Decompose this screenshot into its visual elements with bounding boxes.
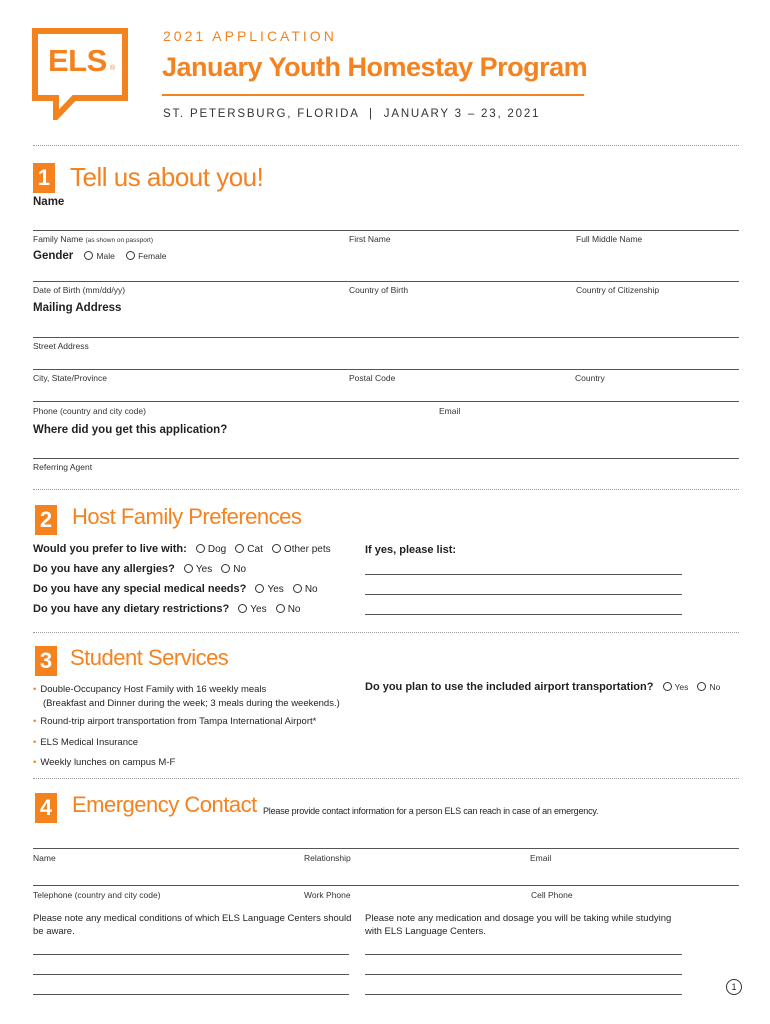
section-number-2: 2 — [35, 505, 57, 535]
medical-input-2[interactable] — [33, 958, 349, 974]
service-bullet-2 — [33, 716, 316, 727]
service-text-2: Round-trip airport transportation from Tampa International Airport* — [40, 716, 317, 727]
radio-icon — [196, 544, 205, 553]
logo-text: ELS — [48, 43, 107, 78]
dietary-question — [33, 603, 300, 615]
section-number-3: 3 — [35, 646, 57, 676]
medical-input-3[interactable] — [33, 978, 349, 994]
phone-input[interactable] — [33, 385, 739, 401]
name-input[interactable] — [33, 213, 739, 229]
section-number-1: 1 — [33, 163, 55, 193]
emergency-intro: Please provide contact information for a person ELS can reach in case of an emergency. — [263, 806, 599, 816]
medication-line-1 — [365, 954, 682, 955]
cat-label: Cat — [247, 544, 263, 555]
radio-icon — [255, 584, 264, 593]
emergency-name-line — [33, 848, 739, 849]
gender-female-radio[interactable] — [126, 251, 166, 261]
phone-line — [33, 401, 739, 402]
country-birth-label: Country of Birth — [349, 285, 409, 295]
medical-conditions-note: Please note any medical conditions of which ELS Language Centers should be aware. — [33, 913, 352, 937]
service-text-4: Weekly lunches on campus M-F — [40, 757, 176, 768]
full-middle-name-label: Full Middle Name — [576, 234, 643, 244]
allergies-no-radio[interactable] — [221, 564, 246, 575]
service-bullet-1 — [33, 684, 266, 695]
medication-line-2 — [365, 974, 682, 975]
medication-input-3[interactable] — [365, 978, 682, 994]
section-title-2: Host Family Preferences — [72, 504, 302, 529]
where-heading: Where did you get this application? — [33, 424, 228, 436]
work-phone-label: Work Phone — [304, 890, 351, 900]
page-number-text: 1 — [731, 982, 737, 992]
first-name-label: First Name — [349, 234, 391, 244]
gender-female-label: Female — [138, 251, 167, 261]
allergies-question — [33, 563, 246, 575]
radio-icon — [272, 544, 281, 553]
name-line — [33, 230, 739, 231]
family-name-text: Family Name — [33, 234, 84, 244]
section-title-1: Tell us about you! — [70, 162, 264, 192]
section-title-4: Emergency Contact — [72, 792, 257, 817]
divider — [33, 778, 739, 779]
dob-label: Date of Birth (mm/dd/yy) — [33, 285, 126, 295]
cat-radio[interactable] — [235, 544, 263, 555]
emergency-email-label: Email — [530, 853, 552, 863]
divider — [33, 145, 739, 146]
divider — [33, 489, 739, 490]
section-number-4: 4 — [35, 793, 57, 823]
bullet-icon: • — [33, 684, 37, 695]
other-pets-label: Other pets — [283, 544, 331, 555]
bullet-icon: • — [33, 737, 37, 748]
country-citizenship-label: Country of Citizenship — [576, 285, 660, 295]
referring-line — [33, 458, 739, 459]
page-number — [726, 979, 742, 995]
service-bullet-4 — [33, 757, 175, 768]
family-name-label — [33, 234, 153, 244]
emergency-name-input[interactable] — [33, 832, 739, 848]
title-underline — [162, 94, 584, 96]
dog-radio[interactable] — [196, 544, 226, 555]
medical-yes-radio[interactable] — [255, 584, 283, 595]
city-label: City, State/Province — [33, 373, 108, 383]
service-text-3: ELS Medical Insurance — [40, 737, 139, 748]
city-input[interactable] — [33, 353, 739, 369]
other-pets-radio[interactable] — [272, 544, 331, 555]
pets-list-input-3[interactable] — [365, 598, 682, 614]
radio-icon — [293, 584, 302, 593]
dietary-no-radio[interactable] — [276, 604, 301, 615]
dob-line — [33, 281, 739, 282]
radio-icon — [238, 604, 247, 613]
medication-input-1[interactable] — [365, 938, 682, 954]
referring-input[interactable] — [33, 441, 739, 457]
postal-label: Postal Code — [349, 373, 396, 383]
gender-male-label: Male — [96, 251, 115, 261]
country-label: Country — [575, 373, 605, 383]
cell-phone-label: Cell Phone — [531, 890, 573, 900]
logo-registered-mark: ® — [110, 65, 116, 72]
referring-label: Referring Agent — [33, 462, 93, 472]
telephone-label: Telephone (country and city code) — [33, 890, 161, 900]
yes-label: Yes — [250, 604, 267, 615]
medical-label: Do you have any special medical needs? — [33, 583, 247, 595]
email-label: Email — [439, 406, 461, 416]
live-with-label: Would you prefer to live with: — [33, 543, 187, 555]
no-label: No — [233, 564, 247, 575]
pets-list-input-1[interactable] — [365, 558, 682, 574]
medical-input-1[interactable] — [33, 938, 349, 954]
no-label: No — [304, 584, 318, 595]
divider — [33, 632, 739, 633]
medication-input-2[interactable] — [365, 958, 682, 974]
yes-label: Yes — [195, 564, 213, 575]
gender-male-radio[interactable] — [84, 251, 114, 261]
bullet-icon: • — [33, 716, 37, 727]
medical-line-1 — [33, 954, 349, 955]
radio-icon — [221, 564, 230, 573]
radio-icon — [84, 251, 93, 260]
medical-question — [33, 583, 318, 595]
mailing-heading: Mailing Address — [33, 302, 122, 314]
medical-no-radio[interactable] — [293, 584, 318, 595]
street-label: Street Address — [33, 341, 89, 351]
allergies-yes-radio[interactable] — [184, 564, 212, 575]
relationship-label: Relationship — [304, 853, 351, 863]
radio-icon — [235, 544, 244, 553]
city-line — [33, 369, 739, 370]
yes-label: Yes — [267, 584, 284, 595]
medication-line-3 — [365, 994, 682, 995]
pets-list-line-2 — [365, 594, 682, 595]
if-yes-label: If yes, please list: — [365, 544, 457, 556]
emergency-name-label: Name — [33, 853, 56, 863]
street-input[interactable] — [33, 320, 739, 336]
dietary-label: Do you have any dietary restrictions? — [33, 603, 230, 615]
service-bullet-1-sub: (Breakfast and Dinner during the week; 3 meals during the weekends.) — [43, 698, 340, 709]
pets-list-line-3 — [365, 614, 682, 615]
page-title: January Youth Homestay Program — [162, 52, 588, 82]
pets-list-input-2[interactable] — [365, 578, 682, 594]
radio-icon — [697, 682, 706, 691]
airport-yes-radio[interactable] — [663, 682, 689, 692]
street-line — [33, 337, 739, 338]
section-title-3: Student Services — [70, 645, 229, 670]
name-heading: Name — [33, 196, 65, 208]
family-name-note: (as shown on passport) — [85, 237, 153, 244]
pets-list-line-1 — [365, 574, 682, 575]
radio-icon — [663, 682, 672, 691]
allergies-label: Do you have any allergies? — [33, 563, 175, 575]
service-bullet-3 — [33, 737, 138, 748]
telephone-input[interactable] — [33, 869, 739, 885]
medication-note: Please note any medication and dosage you will be taking while studying with ELS Language Centers. — [365, 913, 672, 937]
live-with-question — [33, 543, 331, 555]
dog-label: Dog — [207, 544, 227, 555]
application-kicker: 2021 APPLICATION — [163, 28, 337, 44]
els-logo — [32, 28, 128, 120]
airport-label: Do you plan to use the included airport transportation? — [365, 681, 654, 693]
gender-label: Gender — [33, 250, 74, 262]
bullet-icon: • — [33, 757, 37, 768]
program-subtitle: ST. PETERSBURG, FLORIDA | JANUARY 3 – 23, 2021 — [163, 108, 541, 120]
no-label: No — [287, 604, 301, 615]
service-text-1: Double-Occupancy Host Family with 16 weekly meals — [40, 684, 267, 695]
dob-input[interactable] — [33, 265, 739, 281]
airport-question — [365, 681, 720, 693]
medical-line-2 — [33, 974, 349, 975]
gender-heading — [33, 250, 166, 262]
radio-icon — [276, 604, 285, 613]
no-label: No — [709, 682, 721, 692]
dietary-yes-radio[interactable] — [238, 604, 266, 615]
radio-icon — [184, 564, 193, 573]
airport-no-radio[interactable] — [697, 682, 720, 692]
radio-icon — [126, 251, 135, 260]
telephone-line — [33, 885, 739, 886]
medical-line-3 — [33, 994, 349, 995]
yes-label: Yes — [674, 682, 689, 692]
phone-label: Phone (country and city code) — [33, 406, 146, 416]
